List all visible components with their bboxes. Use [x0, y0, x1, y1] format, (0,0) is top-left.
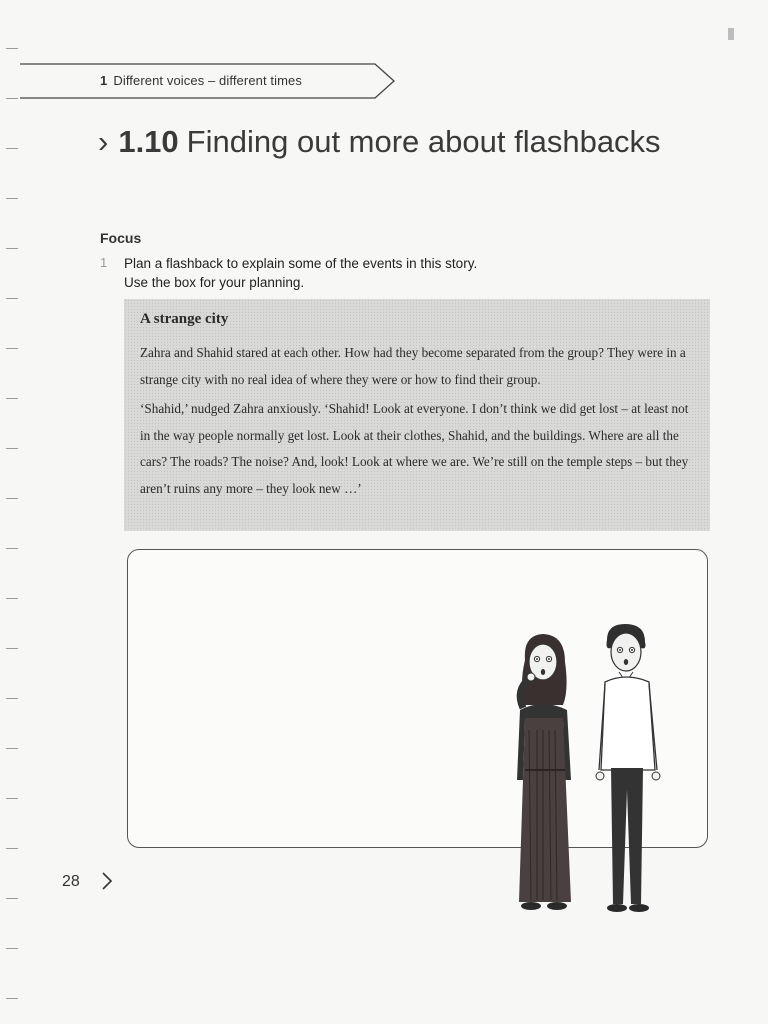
story-paragraph-2: ‘Shahid,’ nudged Zahra anxiously. ‘Shahid! Look at everyone. I don’t think we did get lost – at least not in the way people normally get lost. Look at their clothes, Shahid, and the buildings. Where are all the cars? The roads? The noise? And, look! Look at where we are. We’re still on the temple steps – but they aren’t ruins any more – they look new …’ — [140, 401, 689, 496]
scan-mark — [728, 28, 734, 40]
title-chevron-icon: › — [98, 124, 109, 159]
binder-margin-ticks — [6, 0, 20, 1024]
chapter-title: Different voices – different times — [113, 73, 302, 88]
story-title: A strange city — [140, 311, 229, 327]
shahid-figure — [596, 624, 660, 912]
chapter-number: 1 — [100, 73, 108, 88]
story-paragraph-1: Zahra and Shahid stared at each other. How had they become separated from the group? They were in a strange city with no real idea of where they were or how to find their group. — [140, 345, 686, 387]
section-title: Finding out more about flashbacks — [186, 124, 661, 159]
chapter-label — [100, 73, 302, 88]
question-line-1: Plan a flashback to explain some of the events in this story. — [124, 256, 478, 271]
chapter-banner — [20, 62, 400, 100]
chevron-right-icon — [100, 870, 114, 892]
question-text — [124, 254, 477, 292]
section-number: 1.10 — [118, 124, 179, 159]
story-extract — [124, 299, 710, 531]
zahra-figure — [517, 634, 571, 910]
page-number: 28 — [62, 873, 80, 890]
question-number: 1 — [100, 255, 108, 270]
focus-heading: Focus — [100, 230, 142, 246]
page-title — [98, 118, 698, 165]
characters-illustration — [495, 620, 695, 920]
question-line-2: Use the box for your planning. — [124, 275, 305, 290]
